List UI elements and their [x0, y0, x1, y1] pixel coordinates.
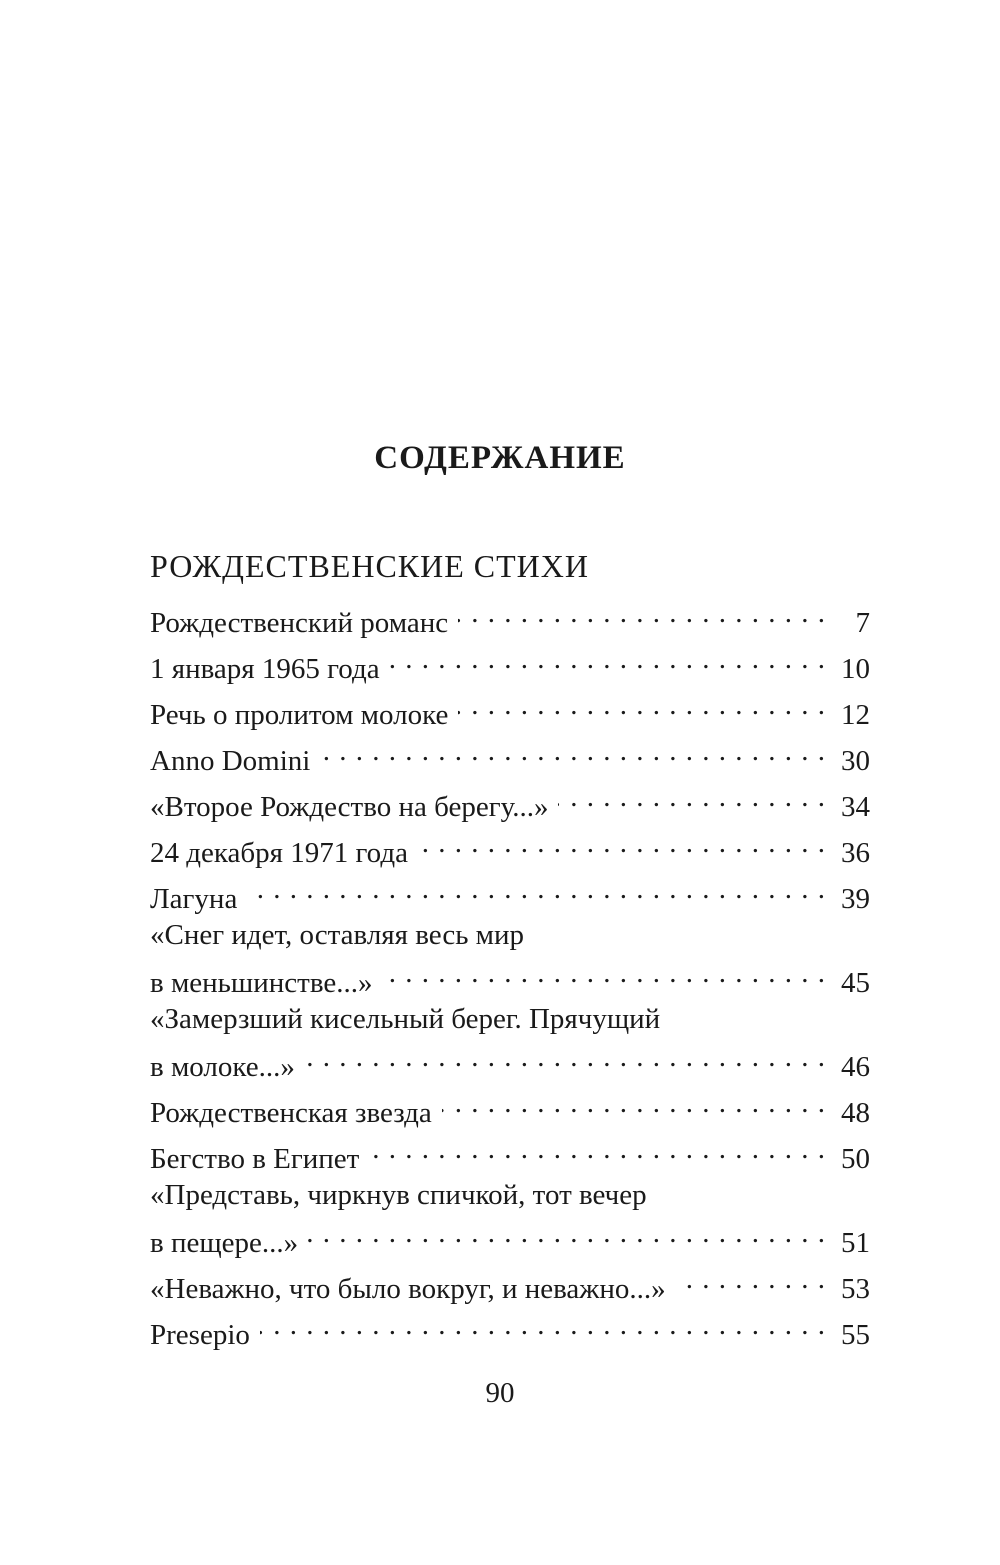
toc-entry-title: Речь о пролитом молоке — [150, 699, 449, 731]
toc-entry-page: 45 — [841, 967, 870, 999]
toc-entry — [150, 1080, 870, 1129]
toc-entry-title: «Неважно, что было вокруг, и неважно...» — [150, 1273, 666, 1305]
dot-leader — [558, 778, 826, 816]
toc-entry-page: 50 — [841, 1143, 870, 1175]
toc-entry-page: 46 — [841, 1051, 870, 1083]
toc-entry-title: Anno Domini — [150, 745, 311, 777]
table-of-contents — [150, 544, 870, 1351]
toc-entry — [150, 912, 870, 999]
toc-entry-title-line2: в молоке...» — [150, 1051, 295, 1083]
section-heading: РОЖДЕСТВЕНСКИЕ СТИХИ — [150, 548, 589, 584]
dot-leader — [382, 954, 826, 992]
toc-entry — [150, 590, 870, 639]
toc-entry — [150, 1302, 870, 1351]
dot-leader — [458, 594, 826, 632]
toc-entry-page: 55 — [841, 1319, 870, 1351]
dot-leader — [369, 1130, 826, 1168]
toc-entry — [150, 1172, 870, 1259]
dot-leader — [458, 686, 826, 724]
dot-leader — [260, 1306, 826, 1344]
toc-entry — [150, 820, 870, 869]
toc-entry-page: 34 — [841, 791, 870, 823]
toc-entry — [150, 774, 870, 823]
toc-entry-page: 36 — [841, 837, 870, 869]
toc-entry — [150, 866, 870, 915]
toc-entry — [150, 996, 870, 1083]
toc-entry-page: 10 — [841, 653, 870, 685]
toc-entry-page: 53 — [841, 1273, 870, 1305]
toc-entry-page: 7 — [855, 607, 870, 639]
toc-entry-title: Рождественская звезда — [150, 1097, 432, 1129]
dot-leader — [305, 1038, 826, 1076]
toc-entry-title: Бегство в Египет — [150, 1143, 360, 1175]
dot-leader — [308, 1214, 826, 1252]
toc-entry-page: 48 — [841, 1097, 870, 1129]
toc-entry-title-line2: в пещере...» — [150, 1227, 299, 1259]
dot-leader — [676, 1260, 826, 1298]
toc-entry-title: «Второе Рождество на берегу...» — [150, 791, 549, 823]
toc-entry-title: Лагуна — [150, 883, 238, 915]
toc-entry-title-line1: «Замерзший кисельный берег. Прячущий — [150, 1003, 661, 1035]
toc-entry — [150, 1256, 870, 1305]
toc-entry-page: 30 — [841, 745, 870, 777]
dot-leader — [390, 640, 826, 678]
toc-entry-title-line1: «Снег идет, оставляя весь мир — [150, 919, 525, 951]
toc-entry-title: Presepio — [150, 1319, 250, 1351]
toc-entry — [150, 636, 870, 685]
dot-leader — [418, 824, 826, 862]
dot-leader — [442, 1084, 826, 1122]
toc-entry-title: 24 декабря 1971 года — [150, 837, 408, 869]
toc-entry-title: Рождественский романс — [150, 607, 449, 639]
toc-entry-title-line2: в меньшинстве...» — [150, 967, 373, 999]
toc-entry — [150, 728, 870, 777]
page-number: 90 — [485, 1377, 515, 1409]
toc-entry-page: 39 — [841, 883, 870, 915]
toc-entry-page: 12 — [841, 699, 870, 731]
toc-entry — [150, 682, 870, 731]
dot-leader — [247, 870, 826, 908]
toc-entry-title-line1: «Представь, чиркнув спичкой, тот вечер — [150, 1179, 647, 1211]
dot-leader — [320, 732, 826, 770]
toc-entry-title: 1 января 1965 года — [150, 653, 380, 685]
page-title: СОДЕРЖАНИЕ — [374, 440, 626, 476]
toc-entry-page: 51 — [841, 1227, 870, 1259]
toc-entry — [150, 1126, 870, 1175]
